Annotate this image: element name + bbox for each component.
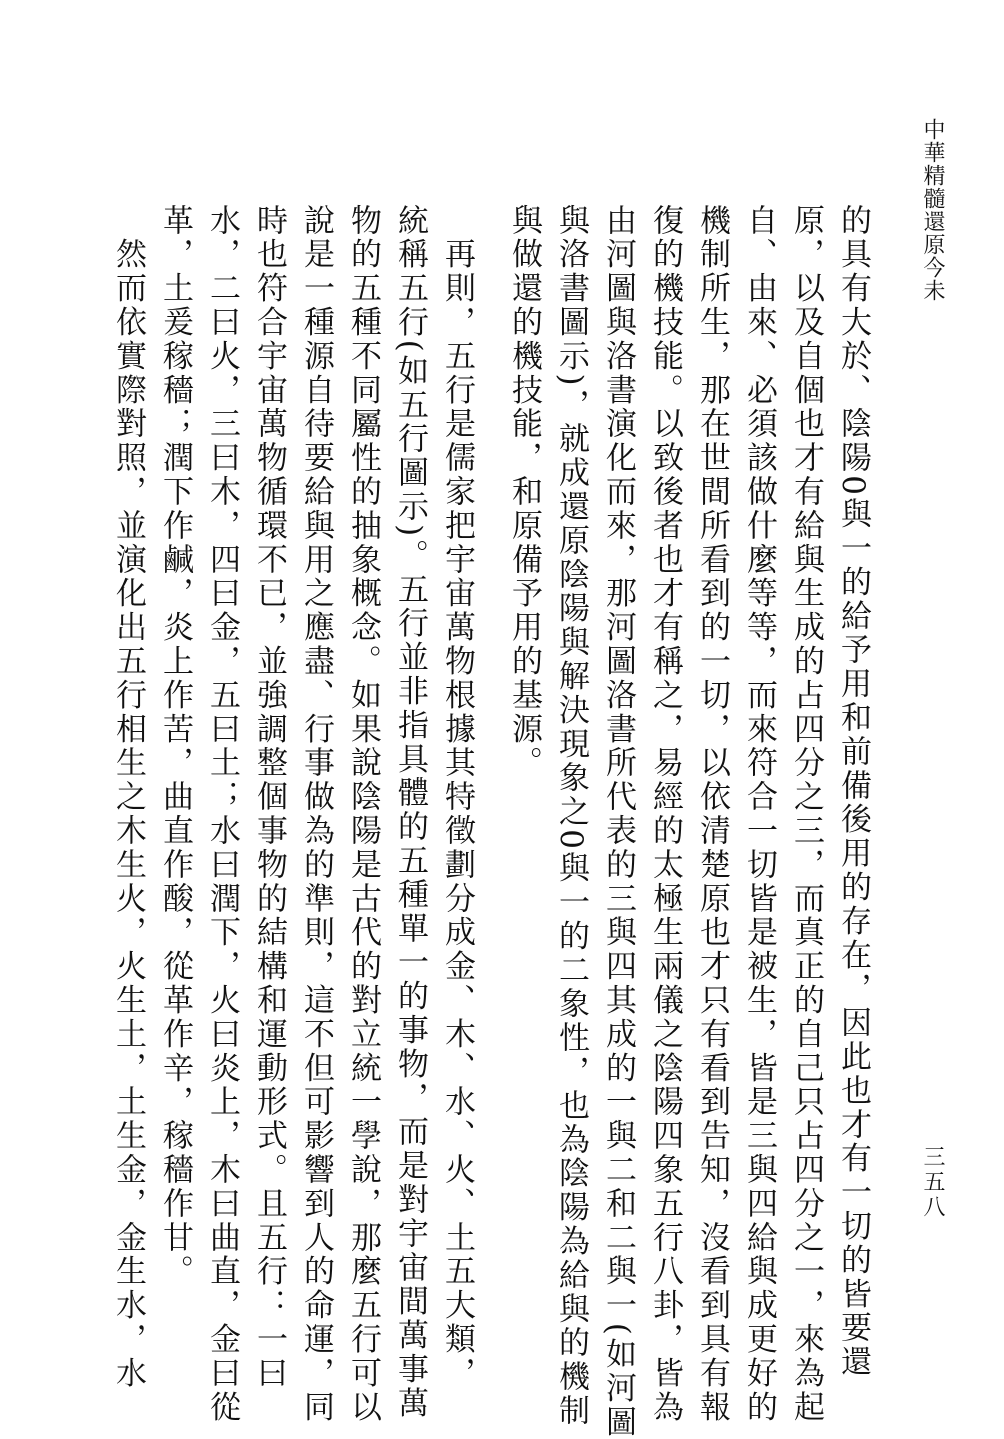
text-column: 再則，五行是儒家把宇宙萬物根據其特徵劃分成金、木、水、火、土五大類，	[439, 204, 475, 1391]
page-number: 三五八	[920, 1145, 945, 1220]
text-column: 時也符合宇宙萬物循環不已，並強調整個事物的結構和運動形式。且五行：一曰	[251, 204, 287, 1391]
running-title: 中華精髓還原今未	[920, 118, 945, 302]
text-column: 革，土爰稼穡；潤下作鹹，炎上作苦，曲直作酸，從革作辛，稼穡作甘。	[157, 204, 193, 1289]
text-column: 然而依實際對照，並演化出五行相生之木生火，火生土，土生金，金生水，水	[110, 204, 146, 1391]
text-column: 物的五種不同屬性的抽象概念。如果說陰陽是古代的對立統一學說，那麼五行可以	[345, 204, 381, 1425]
paragraph-gap	[480, 204, 500, 1284]
text-column: 原，以及自個也才有給與生成的占四分之三，而真正的自己只占四分之一，來為起	[788, 204, 824, 1425]
text-column: 機制所生，那在世間所看到的一切，以依清楚原也才只有看到告知，沒看到具有報	[694, 204, 730, 1425]
text-column: 由河圖與洛書演化而來，那河圖洛書所代表的三與四其成的一與二和二與一(如河圖	[600, 204, 636, 1439]
text-column: 與洛書圖示)，就成還原陰陽與解決現象之0與一的二象性，也為陰陽為給與的機制	[553, 204, 589, 1429]
text-column: 復的機技能。以致後者也才有稱之，易經的太極生兩儀之陰陽四象五行八卦，皆為	[647, 204, 683, 1425]
text-column: 說是一種源自待要給與用之應盡、行事做為的準則，這不但可影響到人的命運，同	[298, 204, 334, 1425]
text-column: 水，二曰火，三曰木，四曰金，五曰土；水曰潤下，火曰炎上，木曰曲直，金曰從	[204, 204, 240, 1425]
text-column: 自、由來、必須該做什麼等等，而來符合一切皆是被生，皆是三與四給與成更好的	[741, 204, 777, 1425]
text-column: 與做還的機技能，和原備予用的基源。	[506, 204, 542, 781]
body-text	[110, 204, 876, 1439]
text-column: 統稱五行(如五行圖示)。五行並非指具體的五種單一的事物，而是對宇宙間萬事萬	[392, 204, 428, 1421]
text-column: 的具有大於、陰陽0與一的給予用和前備後用的存在，因此也才有一切的皆要還	[835, 204, 871, 1380]
